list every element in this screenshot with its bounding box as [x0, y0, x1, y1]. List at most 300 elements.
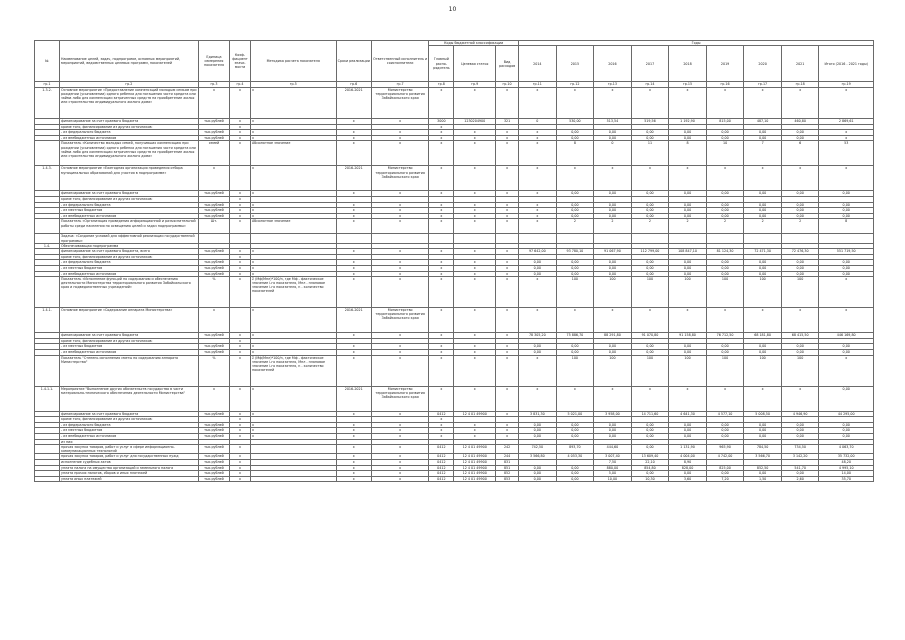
table-cell: 3,60 — [669, 476, 707, 482]
table-cell: 0,00 — [819, 260, 874, 266]
table-cell: x — [519, 88, 557, 119]
table-cell: 0,00 — [819, 433, 874, 439]
table-cell: 0,00 — [631, 202, 669, 208]
table-cell: x — [250, 411, 336, 417]
table-cell: x — [454, 88, 496, 119]
table-cell: x — [594, 386, 632, 411]
table-cell: 1230204900 — [454, 119, 496, 125]
table-cell: x — [454, 219, 496, 234]
table-cell: x — [371, 355, 428, 386]
table-cell: x — [230, 266, 251, 272]
table-cell: 0,00 — [631, 130, 669, 136]
table-cell: x — [496, 433, 519, 439]
table-cell: тыс.рублей — [198, 266, 229, 272]
table-cell: 828,00 — [669, 465, 707, 471]
table-cell: финансирование за счет краевого бюджета — [60, 411, 199, 417]
years-group-header: Годы — [519, 41, 874, 46]
table-cell: x — [519, 308, 557, 333]
table-cell: - из федерального бюджета — [60, 260, 199, 266]
table-cell: x — [371, 459, 428, 465]
table-cell: 1.4.1.1. — [35, 386, 60, 411]
table-cell: 0,00 — [781, 191, 819, 197]
table-cell: x — [250, 266, 336, 272]
table-cell: 0,00 — [631, 428, 669, 434]
table-cell: x — [519, 141, 557, 166]
table-cell: 0,00 — [631, 433, 669, 439]
table-cell: x — [250, 428, 336, 434]
table-cell: x — [454, 333, 496, 339]
table-cell: 0,00 — [781, 433, 819, 439]
table-cell: 0,00 — [819, 386, 874, 411]
table-cell: x — [336, 277, 371, 308]
table-cell: 0,00 — [669, 135, 707, 141]
table-cell: тыс.рублей — [198, 213, 229, 219]
table-cell: тыс.рублей — [198, 271, 229, 277]
table-cell: - из местных бюджетов — [60, 208, 199, 214]
table-cell — [250, 476, 336, 482]
table-cell: x — [230, 135, 251, 141]
table-cell: x — [371, 208, 428, 214]
table-cell: 72 476,30 — [781, 249, 819, 255]
table-cell: 0,00 — [781, 130, 819, 136]
table-cell: x — [454, 271, 496, 277]
table-row — [35, 141, 874, 166]
table-cell: x — [496, 191, 519, 197]
table-cell: 2016-2021 — [336, 386, 371, 411]
table-cell: x — [230, 119, 251, 125]
table-cell: x — [250, 344, 336, 350]
table-cell: 2 — [744, 219, 782, 234]
table-cell: 75 886,70 — [556, 333, 594, 339]
col-name-header: Наименование целей, задач, подпрограмм, основных мероприятий, мероприятий, ведомственных целевых программ, показателей — [60, 41, 199, 82]
table-cell: x — [198, 308, 229, 333]
table-cell: 0412 — [429, 411, 454, 417]
table-cell: 0,00 — [669, 213, 707, 219]
table-cell: 10,00 — [594, 476, 632, 482]
table-cell: финансирование за счет краевого бюджета — [60, 333, 199, 339]
table-cell: x — [496, 333, 519, 339]
table-cell: 0,00 — [594, 433, 632, 439]
table-cell — [35, 476, 60, 482]
table-cell: x — [706, 308, 744, 333]
table-cell: 444,60 — [594, 445, 632, 454]
col-number: гр.16 — [706, 82, 744, 88]
table-cell: 0,00 — [819, 191, 874, 197]
table-cell: 0,00 — [669, 202, 707, 208]
table-cell: x — [336, 476, 371, 482]
table-cell: 0 — [519, 119, 557, 125]
table-cell: 0,00 — [781, 202, 819, 208]
table-cell: x — [336, 428, 371, 434]
table-cell: 68 181,80 — [744, 333, 782, 339]
table-cell: Министерство территориального развития Забайкальского края — [371, 308, 428, 333]
table-cell: тыс.рублей — [198, 476, 229, 482]
table-cell: x — [669, 88, 707, 119]
table-cell: x — [371, 471, 428, 477]
table-cell: x — [429, 417, 454, 423]
table-cell: x — [496, 428, 519, 434]
table-cell: 2 — [669, 219, 707, 234]
table-cell: x — [454, 277, 496, 308]
col-method-header: Методика расчета показателя — [250, 41, 336, 82]
table-row — [35, 277, 874, 308]
table-cell — [35, 219, 60, 234]
table-cell: 1.4.3. — [35, 166, 60, 191]
table-cell: 0,00 — [819, 202, 874, 208]
table-cell — [429, 234, 454, 243]
table-cell — [35, 141, 60, 166]
table-cell: 3 958,00 — [594, 411, 632, 417]
table-cell: x — [250, 433, 336, 439]
table-cell: 0,00 — [744, 344, 782, 350]
table-cell: 0,00 — [594, 349, 632, 355]
table-cell: x — [454, 349, 496, 355]
table-cell: 0,00 — [669, 271, 707, 277]
table-cell — [819, 234, 874, 243]
table-cell: 2 — [594, 219, 632, 234]
table-cell: x — [496, 213, 519, 219]
table-cell: x — [454, 344, 496, 350]
table-cell: 100 — [556, 277, 594, 308]
table-cell: x — [781, 308, 819, 333]
table-cell: 0,00 — [819, 271, 874, 277]
table-cell: 0,00 — [744, 191, 782, 197]
table-cell: x — [336, 459, 371, 465]
table-cell: 0,00 — [631, 445, 669, 454]
table-cell: x — [336, 445, 371, 454]
table-cell: 0,00 — [631, 349, 669, 355]
table-cell: 0,00 — [519, 471, 557, 477]
table-cell: 852 — [496, 471, 519, 477]
table-cell: x — [230, 254, 251, 260]
table-cell: 12 4 01 49900 — [454, 465, 496, 471]
table-cell: 1,50 — [744, 476, 782, 482]
table-cell: 0,00 — [706, 130, 744, 136]
table-row — [35, 308, 874, 333]
table-cell: 91 067,90 — [594, 249, 632, 255]
table-cell: 2 — [556, 219, 594, 234]
table-cell: 0,00 — [706, 349, 744, 355]
table-cell: x — [250, 130, 336, 136]
table-cell: 0,00 — [706, 135, 744, 141]
table-cell: Задача: «Создание условий для эффективной реализации государственной программы» — [60, 234, 199, 243]
table-cell: 0,00 — [744, 266, 782, 272]
table-cell: 321 — [496, 119, 519, 125]
table-cell: финансирование за счет краевого бюджета — [60, 119, 199, 125]
table-cell: x — [496, 355, 519, 386]
table-cell: 5 021,00 — [556, 411, 594, 417]
table-cell: 242 — [496, 445, 519, 454]
table-cell: Показатель «Количество молодых семей, получивших компенсацию при рождении (усыновлении) одного ребенка для погашения части кредита или займа либо для компенсации затраченных средств на приобретение жилья или строительство индивидуального жилого дома» — [60, 141, 199, 166]
table-cell: прочая закупка товаров, работ и услуг для государственных нужд — [60, 454, 199, 460]
table-cell: 3 566,80 — [519, 454, 557, 460]
col-number: гр.14 — [631, 82, 669, 88]
table-cell: x — [454, 386, 496, 411]
table-cell: x — [336, 202, 371, 208]
table-cell: 88 291,80 — [594, 333, 632, 339]
table-cell: 0,00 — [669, 428, 707, 434]
table-cell: 3 007,40 — [594, 454, 632, 460]
table-cell: кроме того, финансирование из других источников: — [60, 124, 199, 130]
table-cell: 0,00 — [669, 191, 707, 197]
table-cell: 8,90 — [669, 459, 707, 465]
table-cell: тыс.рублей — [198, 249, 229, 255]
table-cell: 5,00 — [594, 471, 632, 477]
table-cell: - из внебюджетных источников — [60, 349, 199, 355]
table-cell: 100 — [744, 355, 782, 386]
table-cell: x — [669, 386, 707, 411]
table-cell: 0,00 — [819, 428, 874, 434]
table-cell: x — [230, 130, 251, 136]
table-cell: Основное мероприятие «Ежегодная организация проведения отбора муниципальных образований для участия в подпрограмме» — [60, 166, 199, 191]
table-cell: 0,00 — [594, 428, 632, 434]
table-cell: 0,00 — [556, 433, 594, 439]
table-cell: тыс.рублей — [198, 454, 229, 460]
table-cell: x — [429, 202, 454, 208]
table-cell: 0,00 — [744, 135, 782, 141]
table-cell — [519, 234, 557, 243]
table-cell: 100 — [706, 277, 744, 308]
table-cell: 0,00 — [744, 208, 782, 214]
table-cell: x — [230, 333, 251, 339]
table-cell: x — [781, 88, 819, 119]
table-cell: 0,00 — [556, 422, 594, 428]
table-cell: 852,50 — [744, 465, 782, 471]
table-cell: x — [230, 141, 251, 166]
table-cell — [371, 234, 428, 243]
budget-table — [34, 40, 874, 482]
table-cell: 100 — [781, 277, 819, 308]
table-cell: 0,00 — [781, 135, 819, 141]
table-cell: x — [429, 124, 454, 130]
table-cell: 12 4 01 49900 — [454, 471, 496, 477]
table-cell: x — [250, 333, 336, 339]
table-cell: 2 — [781, 219, 819, 234]
table-cell: тыс.рублей — [198, 445, 229, 454]
table-cell: x — [429, 422, 454, 428]
table-cell: x — [429, 349, 454, 355]
table-cell: x — [230, 454, 251, 460]
table-cell: 22,10 — [631, 459, 669, 465]
table-cell: x — [429, 355, 454, 386]
table-cell: 1.4. — [35, 243, 60, 249]
table-cell: x — [230, 197, 251, 203]
year-header: 2014 — [519, 46, 557, 82]
table-cell: x — [371, 219, 428, 234]
table-cell: x — [230, 88, 251, 119]
table-cell: 0,00 — [556, 208, 594, 214]
table-cell: 0412 — [429, 454, 454, 460]
table-cell: 0,00 — [819, 422, 874, 428]
table-cell: 0,00 — [556, 130, 594, 136]
table-cell: x — [230, 260, 251, 266]
table-cell: x — [819, 166, 874, 191]
table-cell: x — [496, 249, 519, 255]
table-cell: тыс.рублей — [198, 428, 229, 434]
table-cell: 68 415,50 — [781, 333, 819, 339]
table-cell: x — [230, 202, 251, 208]
table-cell: 0,00 — [669, 266, 707, 272]
table-cell: тыс.рублей — [198, 202, 229, 208]
table-cell: 0,00 — [631, 260, 669, 266]
table-cell: x — [429, 333, 454, 339]
table-cell: 0,00 — [594, 208, 632, 214]
col-number-header: № — [35, 41, 60, 82]
table-cell: 0,00 — [781, 260, 819, 266]
table-cell: x — [250, 271, 336, 277]
table-cell: 10 — [706, 141, 744, 166]
table-cell: 0,00 — [706, 202, 744, 208]
table-cell: x — [594, 308, 632, 333]
table-cell: x — [429, 386, 454, 411]
table-cell: 551 719,50 — [819, 249, 874, 255]
table-cell: x — [336, 344, 371, 350]
table-cell: Абсолютное значение — [250, 141, 336, 166]
table-cell — [35, 234, 60, 243]
table-cell: Показатель "Степень исполнения сметы по содержанию аппарата Министерства" — [60, 355, 199, 386]
table-cell: x — [250, 386, 336, 411]
table-cell: 0,00 — [594, 271, 632, 277]
table-cell: x — [519, 219, 557, 234]
table-cell: x — [519, 191, 557, 197]
table-cell: Министерство территориального развития Забайкальского края — [371, 88, 428, 119]
table-cell: 3000 — [429, 119, 454, 125]
table-row — [35, 219, 874, 234]
table-cell: x — [336, 349, 371, 355]
table-cell: x — [781, 386, 819, 411]
table-cell: x — [556, 308, 594, 333]
table-cell: x — [496, 166, 519, 191]
table-cell: x — [371, 465, 428, 471]
col-executor-header: Ответственный исполнитель и соисполнители — [371, 41, 428, 82]
table-cell: - из внебюджетных источников — [60, 135, 199, 141]
table-cell: 3 566,70 — [744, 454, 782, 460]
table-cell: x — [230, 213, 251, 219]
table-cell: 2016-2021 — [336, 166, 371, 191]
col-number: гр.6 — [336, 82, 371, 88]
table-cell: 100 — [781, 355, 819, 386]
table-cell: 0412 — [429, 471, 454, 477]
table-cell: x — [631, 308, 669, 333]
table-cell: 4 053,30 — [556, 454, 594, 460]
table-cell: x — [336, 135, 371, 141]
table-cell: x — [706, 386, 744, 411]
page-number: 10 — [448, 6, 457, 13]
col-number: гр.19 — [819, 82, 874, 88]
table-cell: кроме того, финансирование из других источников: — [60, 338, 199, 344]
table-cell: 4 577,10 — [706, 411, 744, 417]
table-cell: x — [429, 344, 454, 350]
table-cell: x — [496, 277, 519, 308]
table-cell: x — [250, 135, 336, 141]
table-cell — [230, 234, 251, 243]
table-cell: x — [250, 88, 336, 119]
table-cell: 0,00 — [631, 344, 669, 350]
table-cell — [556, 234, 594, 243]
table-cell: 2016-2021 — [336, 308, 371, 333]
table-cell: x — [429, 135, 454, 141]
table-cell: x — [429, 266, 454, 272]
table-cell: 742,50 — [519, 445, 557, 454]
table-cell: x — [250, 119, 336, 125]
table-cell: тыс.рублей — [198, 191, 229, 197]
table-cell: x — [454, 130, 496, 136]
year-header: 2017 — [631, 46, 669, 82]
table-cell: 0,00 — [669, 344, 707, 350]
table-cell: x — [429, 428, 454, 434]
table-cell: 6 — [781, 141, 819, 166]
table-cell — [496, 234, 519, 243]
table-header — [35, 41, 874, 88]
table-cell — [631, 234, 669, 243]
table-cell: уплата налога на имущество организаций и земельного налога — [60, 465, 199, 471]
table-cell: 4 995,10 — [819, 465, 874, 471]
table-cell: x — [250, 202, 336, 208]
table-cell: 4 641,30 — [669, 411, 707, 417]
table-cell: семей — [198, 141, 229, 166]
table-cell — [35, 355, 60, 386]
table-cell: x — [198, 386, 229, 411]
table-cell: 0,00 — [631, 208, 669, 214]
table-cell: x — [371, 433, 428, 439]
table-cell: 734,50 — [781, 445, 819, 454]
table-cell: кроме того, финансирование из других источников: — [60, 254, 199, 260]
table-cell: 3 831,30 — [519, 411, 557, 417]
table-cell: x — [429, 219, 454, 234]
table-cell: x — [496, 266, 519, 272]
table-cell: Σ (Мф/Мпл)*100/n, где Мф - фактическое значение i-го показателя, Мпл - плановое значение i-го показателя, n - количество показателей — [250, 355, 336, 386]
table-cell: 4 004,00 — [669, 454, 707, 460]
table-row — [35, 355, 874, 386]
table-cell: 0,00 — [781, 266, 819, 272]
table-cell: финансирование за счет краевого бюджета, всего — [60, 249, 199, 255]
table-cell: 0412 — [429, 465, 454, 471]
table-cell: x — [230, 417, 251, 423]
table-cell: тыс.рублей — [198, 433, 229, 439]
table-cell: x — [429, 271, 454, 277]
table-cell: 14,00 — [819, 471, 874, 477]
table-cell: 100 — [744, 277, 782, 308]
table-cell: 14 711,60 — [631, 411, 669, 417]
table-cell: x — [819, 355, 874, 386]
table-cell: x — [454, 213, 496, 219]
table-cell: 11 — [631, 141, 669, 166]
table-cell: 0,00 — [669, 130, 707, 136]
table-cell: x — [519, 130, 557, 136]
table-cell: x — [454, 135, 496, 141]
table-cell — [744, 234, 782, 243]
table-cell: x — [519, 208, 557, 214]
table-cell: 0,00 — [781, 428, 819, 434]
table-cell: тыс.рублей — [198, 411, 229, 417]
table-cell: 519,56 — [631, 119, 669, 125]
table-cell: - из местных бюджетов — [60, 428, 199, 434]
table-cell: x — [371, 135, 428, 141]
table-cell: Основное мероприятие «Содержание аппарата Министерства» — [60, 308, 199, 333]
table-cell: x — [336, 130, 371, 136]
table-cell: x — [496, 130, 519, 136]
year-header: 2019 — [706, 46, 744, 82]
table-cell: 0,00 — [631, 135, 669, 141]
table-cell: 0,00 — [669, 471, 707, 477]
table-cell: 4 946,90 — [781, 411, 819, 417]
table-cell: Мероприятие "Выполнение других обязательств государства в части материально-технического обеспечения деятельности Министерства" — [60, 386, 199, 411]
table-cell: 0,00 — [706, 428, 744, 434]
table-cell: x — [496, 219, 519, 234]
table-cell — [35, 277, 60, 308]
table-cell: 853 — [496, 476, 519, 482]
table-cell: 12 4 01 49900 — [454, 476, 496, 482]
